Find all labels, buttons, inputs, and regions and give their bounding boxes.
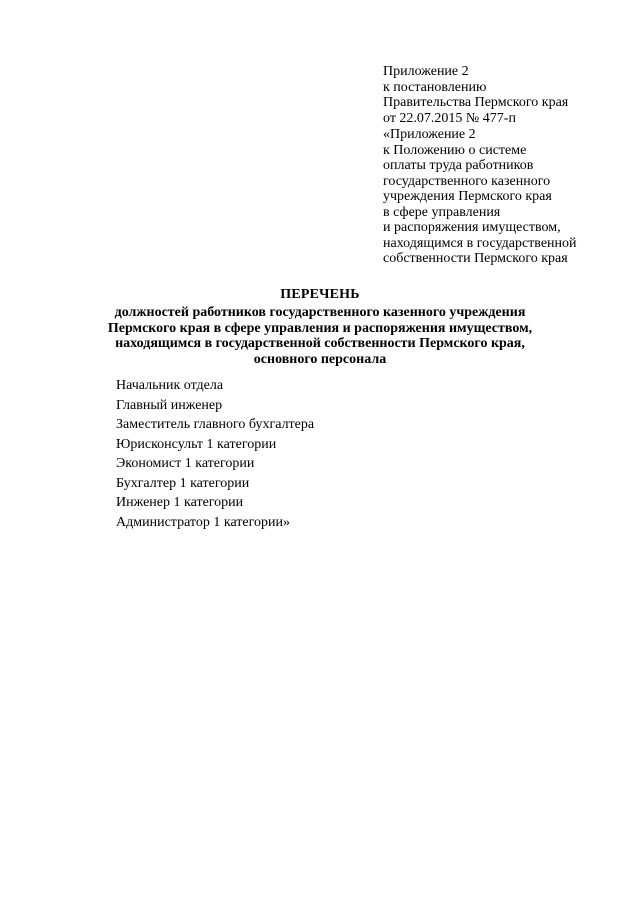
- positions-list: [116, 376, 314, 532]
- appendix-reference-line: и распоряжения имуществом,: [383, 220, 561, 235]
- subtitle-line: основного персонала: [253, 351, 387, 367]
- appendix-reference-line: оплаты труда работников: [383, 158, 534, 173]
- position-item: Бухгалтер 1 категории: [116, 475, 250, 491]
- position-item: Юрисконсульт 1 категории: [116, 436, 277, 452]
- appendix-reference-line: государственного казенного: [383, 173, 551, 189]
- appendix-header: [383, 64, 613, 126]
- subtitle-line: Пермского края в сфере управления и распоряжения имуществом,: [107, 320, 533, 336]
- appendix-header-line: Приложение 2: [383, 64, 469, 79]
- position-item: Администратор 1 категории»: [116, 514, 291, 530]
- appendix-header-line: к постановлению: [383, 79, 487, 95]
- position-item: Главный инженер: [116, 397, 223, 413]
- appendix-reference-line: в сфере управления: [383, 204, 501, 220]
- appendix-reference: [383, 127, 613, 267]
- appendix-reference-line: учреждения Пермского края: [383, 189, 552, 204]
- appendix-reference-line: собственности Пермского края: [383, 251, 568, 266]
- document-subtitle: [80, 305, 560, 367]
- subtitle-line: должностей работников государственного казенного учреждения: [114, 305, 526, 320]
- position-item: Инженер 1 категории: [116, 495, 244, 510]
- appendix-header-line: Правительства Пермского края: [383, 95, 569, 110]
- subtitle-line: находящимся в государственной собственности Пермского края,: [115, 336, 525, 351]
- appendix-reference-line: к Положению о системе: [383, 142, 527, 158]
- appendix-header-line: от 22.07.2015 № 477-п: [383, 110, 516, 126]
- appendix-reference-line: «Приложение 2: [383, 127, 476, 142]
- document-title: ПЕРЕЧЕНЬ: [280, 287, 360, 302]
- position-item: Начальник отдела: [116, 378, 224, 393]
- position-item: Экономист 1 категории: [116, 456, 255, 471]
- appendix-reference-line: находящимся в государственной: [383, 235, 577, 251]
- position-item: Заместитель главного бухгалтера: [116, 417, 315, 432]
